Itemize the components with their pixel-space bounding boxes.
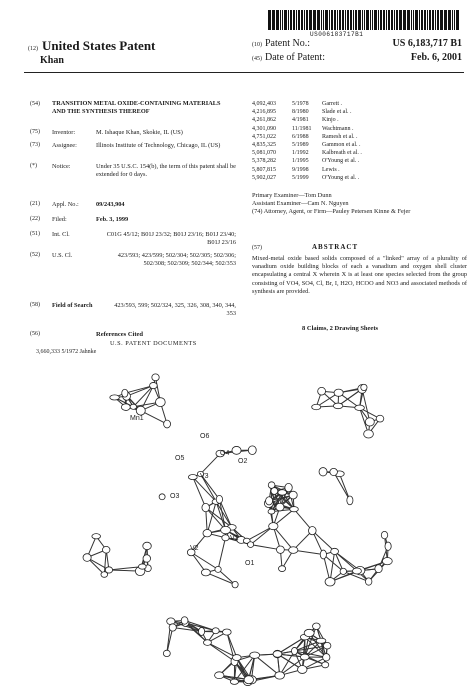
- atom: [105, 567, 112, 573]
- patent-date-row: [252, 52, 462, 63]
- atom: [215, 672, 224, 679]
- atom: [232, 655, 241, 661]
- barcode-bar: [424, 10, 427, 30]
- barcode-bar: [353, 10, 354, 30]
- atom: [381, 531, 387, 538]
- atom: [212, 628, 219, 634]
- atom: [163, 650, 170, 656]
- bonds: [87, 377, 388, 682]
- barcode-bar: [334, 10, 337, 30]
- barcode-bar: [403, 10, 404, 30]
- bond-line: [312, 531, 334, 552]
- atom: [330, 468, 338, 475]
- atom: [250, 652, 260, 658]
- barcode-bar: [317, 10, 320, 30]
- abstract-title: ABSTRACT: [312, 243, 359, 251]
- patent-title-heading: United States Patent: [42, 38, 156, 53]
- atom: [143, 555, 151, 562]
- barcode-bar: [364, 10, 366, 30]
- inventor-value: M. Ishaque Khan, Skokie, IL (US): [96, 129, 183, 136]
- patent-number-row: [252, 38, 462, 49]
- atom-label: V3: [200, 473, 209, 480]
- atom: [268, 509, 275, 514]
- barcode-bar: [337, 10, 338, 30]
- atom: [248, 446, 256, 455]
- reference-row: [252, 108, 467, 116]
- barcode-bar: [347, 10, 349, 30]
- field-code: (22): [30, 216, 40, 222]
- atom: [312, 404, 321, 410]
- atom: [83, 554, 91, 562]
- barcode-bar: [331, 10, 333, 30]
- reference-date: 5/1989: [292, 142, 309, 149]
- atom: [355, 405, 365, 410]
- atom: [347, 496, 353, 505]
- filed-value: Feb. 3, 1999: [96, 216, 129, 223]
- atom: [300, 654, 309, 660]
- reference-date: 9/1998: [292, 166, 309, 173]
- atom: [222, 629, 231, 635]
- reference-no: 5,902,027: [252, 174, 276, 181]
- examiner-block: [252, 192, 467, 216]
- barcode-bar: [380, 10, 382, 30]
- atom-label: O6: [200, 433, 210, 440]
- barcode-bar: [314, 10, 316, 30]
- reference-row: [252, 133, 467, 141]
- date-label: Date of Patent:: [265, 52, 325, 63]
- reference-date: 5/1999: [292, 174, 309, 181]
- reference-no: 4,751,022: [252, 133, 276, 140]
- barcode-bar: [374, 10, 377, 30]
- atom: [331, 548, 339, 554]
- atom: [325, 578, 335, 586]
- atom: [222, 535, 229, 541]
- barcode-bar: [280, 10, 281, 30]
- patent-heading: [28, 38, 155, 54]
- reference-row: [252, 157, 467, 165]
- reference-no: 5,378,282: [252, 158, 276, 165]
- atom: [92, 534, 101, 539]
- field-code: (58): [30, 302, 40, 308]
- uscl-value: 423/593; 423/599; 502/304; 502/305; 502/306; 502/308; 502/309; 502/344; 502/353: [117, 252, 236, 267]
- barcode-bar: [290, 10, 292, 30]
- reference-date: 4/1981: [292, 117, 309, 124]
- reference-no: 5,081,070: [252, 150, 276, 157]
- atom-label: O3: [170, 493, 180, 500]
- barcode-bar: [394, 10, 395, 30]
- atom: [204, 640, 212, 646]
- reference-date: 1/1992: [292, 150, 309, 157]
- atom: [273, 651, 282, 658]
- assistant-examiner: Assistant Examiner—Cam N. Nguyen: [252, 200, 349, 207]
- reference-no: 5,807,815: [252, 166, 276, 173]
- atom: [276, 503, 284, 511]
- atom-label: V2: [190, 545, 199, 552]
- barcode-bar: [268, 10, 271, 30]
- atom: [122, 389, 128, 397]
- refs-code: (56): [30, 331, 40, 337]
- atom: [364, 430, 374, 438]
- barcode-bar: [383, 10, 386, 30]
- field-code: (73): [30, 142, 40, 148]
- atom: [322, 662, 329, 668]
- reference-date: 6/1988: [292, 133, 309, 140]
- atom: [340, 568, 346, 574]
- barcode-bar: [350, 10, 353, 30]
- assignee-value: Illinois Institute of Technology, Chicago, IL (US): [96, 142, 221, 149]
- barcode-bar: [301, 10, 304, 30]
- atom: [110, 395, 120, 400]
- bond-line: [201, 454, 221, 474]
- atom: [121, 404, 130, 411]
- atom-label: O2: [238, 458, 248, 465]
- barcode-bar: [386, 10, 387, 30]
- reference-date: 5/1978: [292, 101, 309, 107]
- barcode-bar: [456, 10, 459, 30]
- attorney: (74) Attorney, Agent, or Firm—Pauley Petersen Kinne & Fejer: [252, 208, 411, 215]
- atom-label: O4: [220, 450, 230, 457]
- patent-number: US 6,183,717 B1: [392, 38, 462, 49]
- atom: [130, 404, 136, 409]
- barcode-bar: [440, 10, 443, 30]
- reference-name: Wachtmann .: [322, 125, 354, 132]
- us-patent-documents-heading: U.S. PATENT DOCUMENTS: [110, 340, 197, 347]
- atom: [290, 507, 299, 512]
- atom: [316, 638, 326, 643]
- atom: [232, 446, 241, 454]
- barcode-bar: [296, 10, 297, 30]
- atom: [276, 546, 284, 553]
- barcode-bar: [298, 10, 300, 30]
- barcode-bar: [454, 10, 456, 30]
- atom: [155, 398, 165, 407]
- atom: [365, 578, 371, 585]
- references-heading: [30, 331, 143, 338]
- atom: [313, 623, 321, 630]
- reference-name: Ramesh et al. .: [322, 133, 358, 140]
- reference-row: [252, 100, 467, 108]
- barcode-bar: [313, 10, 314, 30]
- atom: [320, 550, 326, 559]
- atom: [304, 629, 314, 636]
- barcode-bar: [355, 10, 357, 30]
- atom: [138, 564, 146, 569]
- reference-row: [252, 125, 467, 133]
- atom: [244, 676, 253, 684]
- atom: [198, 627, 204, 635]
- abstract-code: (57): [252, 245, 262, 251]
- atom: [308, 527, 316, 535]
- notice-value: Under 35 U.S.C. 154(b), the term of this patent shall be extended for 0 days.: [96, 163, 236, 178]
- atom: [289, 547, 298, 554]
- reference-no: 4,261,862: [252, 117, 276, 124]
- barcode-bar: [437, 10, 439, 30]
- atom: [269, 523, 278, 530]
- reference-no: 4,301,090: [252, 125, 276, 132]
- barcode-bar: [407, 10, 410, 30]
- atom: [334, 389, 343, 396]
- barcode-bar: [323, 10, 325, 30]
- barcode-bar: [321, 10, 322, 30]
- reference-row: [252, 174, 467, 182]
- barcode-bar: [272, 10, 273, 30]
- atom: [323, 654, 330, 661]
- field-code: (*): [30, 163, 37, 169]
- atom: [169, 624, 176, 631]
- reference-date: 8/1980: [292, 109, 309, 116]
- barcode-bar: [306, 10, 308, 30]
- field-label: U.S. Cl.: [52, 252, 73, 259]
- patent-no-label: Patent No.:: [265, 38, 310, 49]
- atom: [216, 495, 222, 503]
- atom: [266, 497, 273, 505]
- header-rule: [24, 72, 464, 73]
- first-reference: 3,660,333 5/1972 Jahnke: [36, 349, 97, 355]
- reference-name: O'Young et al. .: [322, 174, 360, 181]
- atom: [143, 542, 152, 549]
- atom: [203, 530, 211, 537]
- barcode-bar: [445, 10, 447, 30]
- barcode-bar: [372, 10, 374, 30]
- kind-code: (12): [28, 46, 38, 52]
- barcode-bar: [396, 10, 398, 30]
- barcode-bar: [388, 10, 390, 30]
- references-list: [252, 100, 467, 182]
- atom: [291, 647, 297, 654]
- primary-examiner: Primary Examiner—Tom Dunn: [252, 192, 332, 199]
- reference-row: [252, 166, 467, 174]
- refs-title: References Cited: [96, 331, 143, 338]
- atom: [323, 642, 330, 649]
- atom: [298, 665, 307, 673]
- appl-value: 09/243,904: [96, 201, 125, 208]
- atom: [159, 494, 165, 500]
- atom: [319, 468, 327, 476]
- barcode-bar: [427, 10, 428, 30]
- barcode-bar: [276, 10, 279, 30]
- abstract-body: Mixed-metal oxide based solids composed of a "linked" array of a plurality of vanadium oxide building blocks of each a vanadium and oxygen shell cluster encapsulating a central X wherein X is at least one species selected from the group consisting of VO4, SO4, Cl, Br, I, H2O, HCOO and NO3 and associated methods of synthesis are provided.: [252, 255, 467, 295]
- reference-name: O'Young et al. .: [322, 158, 360, 165]
- atom: [201, 569, 210, 576]
- field-code: (54): [30, 101, 40, 107]
- atom: [278, 490, 287, 495]
- barcode-bar: [429, 10, 431, 30]
- barcode-bar: [358, 10, 361, 30]
- barcode-bar: [378, 10, 379, 30]
- barcode-bar: [421, 10, 423, 30]
- barcode: [268, 10, 460, 30]
- atom: [230, 679, 238, 684]
- barcode-bar: [273, 10, 275, 30]
- atom: [289, 491, 297, 499]
- field-label: Notice:: [52, 163, 71, 170]
- bond-line: [191, 552, 218, 569]
- bond-line: [218, 538, 225, 570]
- field-label: Filed:: [52, 216, 67, 223]
- reference-date: 1/1995: [292, 158, 309, 165]
- bond-line: [207, 643, 236, 658]
- reference-no: 4,092,403: [252, 101, 276, 107]
- date-code: (45): [252, 56, 262, 62]
- barcode-bar: [404, 10, 406, 30]
- claims-count: 8 Claims, 2 Drawing Sheets: [302, 325, 379, 332]
- bond-line: [251, 545, 281, 550]
- atom-label: O1: [245, 560, 255, 567]
- bond-line: [255, 655, 280, 675]
- atom: [333, 403, 342, 409]
- patent-no-code: (10): [252, 42, 262, 48]
- atom-label: Mn1: [130, 415, 144, 422]
- field-code: (21): [30, 201, 40, 207]
- field-label: Assignee:: [52, 142, 77, 149]
- barcode-bar: [448, 10, 451, 30]
- barcode-bar: [370, 10, 371, 30]
- search-value: 423/593, 599; 502/324, 325, 326, 308, 340, 344, 353: [114, 302, 236, 317]
- atom: [271, 488, 278, 495]
- atom: [102, 546, 109, 553]
- atom: [279, 566, 286, 572]
- barcode-bar: [325, 10, 328, 30]
- barcode-bar: [304, 10, 305, 30]
- field-label: Appl. No.:: [52, 201, 79, 208]
- reference-row: [252, 141, 467, 149]
- atom: [365, 418, 374, 426]
- reference-name: Garrett .: [322, 101, 342, 107]
- atom: [385, 542, 391, 550]
- barcode-bar: [391, 10, 394, 30]
- field-code: (52): [30, 252, 40, 258]
- atom-label: O5: [175, 455, 185, 462]
- reference-name: Lewis .: [322, 166, 340, 173]
- reference-name: Gammon et al. .: [322, 142, 361, 149]
- barcode-bar: [329, 10, 330, 30]
- atom: [150, 382, 158, 388]
- barcode-bar: [339, 10, 341, 30]
- field-label: Field of Search: [52, 302, 93, 309]
- barcode-bar: [293, 10, 296, 30]
- barcode-bar: [342, 10, 345, 30]
- barcode-bar: [432, 10, 435, 30]
- atom: [382, 557, 392, 564]
- bond-line: [335, 551, 357, 571]
- barcode-bar: [411, 10, 412, 30]
- field-label: Inventor:: [52, 129, 76, 136]
- barcode-bar: [366, 10, 369, 30]
- atom: [275, 672, 285, 679]
- reference-no: 4,216,895: [252, 109, 276, 116]
- intcl-value: C01G 45/12; B01J 23/32; B01J 23/16; B01J 23/40; B01J 23/16: [106, 231, 236, 246]
- barcode-bar: [284, 10, 287, 30]
- atom: [188, 475, 197, 480]
- atom: [164, 420, 171, 428]
- atom: [375, 565, 382, 573]
- atom: [248, 542, 254, 548]
- atom: [136, 406, 145, 415]
- inventor-short: Khan: [40, 55, 64, 66]
- atom: [181, 617, 188, 624]
- patent-date: Feb. 6, 2001: [410, 52, 462, 63]
- molecular-structure-figure: [80, 360, 410, 690]
- atom: [361, 384, 367, 390]
- barcode-bar: [309, 10, 312, 30]
- barcode-bar: [415, 10, 418, 30]
- bond-line: [193, 477, 206, 507]
- barcode-number: US006183717B1: [310, 31, 364, 38]
- field-code: (51): [30, 231, 40, 237]
- atom: [202, 503, 210, 511]
- field-code: (75): [30, 129, 40, 135]
- invention-title: TRANSITION METAL OXIDE-CONTAINING MATERIALS AND THE SYNTHESIS THEREOF: [52, 100, 221, 115]
- atom: [232, 581, 238, 587]
- barcode-bar: [345, 10, 346, 30]
- bond-line: [206, 572, 235, 584]
- reference-name: Kalbreath et al. .: [322, 150, 362, 157]
- reference-name: Slade et al. .: [322, 109, 352, 116]
- atom: [215, 566, 221, 572]
- bond-line: [273, 526, 293, 550]
- barcode-bar: [419, 10, 420, 30]
- barcode-bar: [288, 10, 289, 30]
- atom: [353, 568, 362, 574]
- reference-row: [252, 149, 467, 157]
- barcode-bar: [399, 10, 402, 30]
- barcode-bar: [452, 10, 453, 30]
- reference-row: [252, 116, 467, 124]
- barcode-bar: [282, 10, 284, 30]
- barcode-bar: [413, 10, 415, 30]
- atom: [318, 387, 326, 395]
- reference-no: 4,835,325: [252, 142, 276, 149]
- barcode-bar: [435, 10, 436, 30]
- field-label: Int. Cl.: [52, 231, 70, 238]
- atom: [285, 483, 292, 491]
- atom-label: V1: [230, 535, 239, 542]
- reference-name: Kinjo .: [322, 117, 339, 124]
- atom: [152, 374, 159, 381]
- atom: [376, 415, 384, 422]
- barcode-bar: [362, 10, 363, 30]
- atom: [221, 526, 231, 533]
- barcode-bar: [444, 10, 445, 30]
- reference-date: 11/1981: [292, 125, 312, 132]
- abstract-heading: [252, 243, 467, 251]
